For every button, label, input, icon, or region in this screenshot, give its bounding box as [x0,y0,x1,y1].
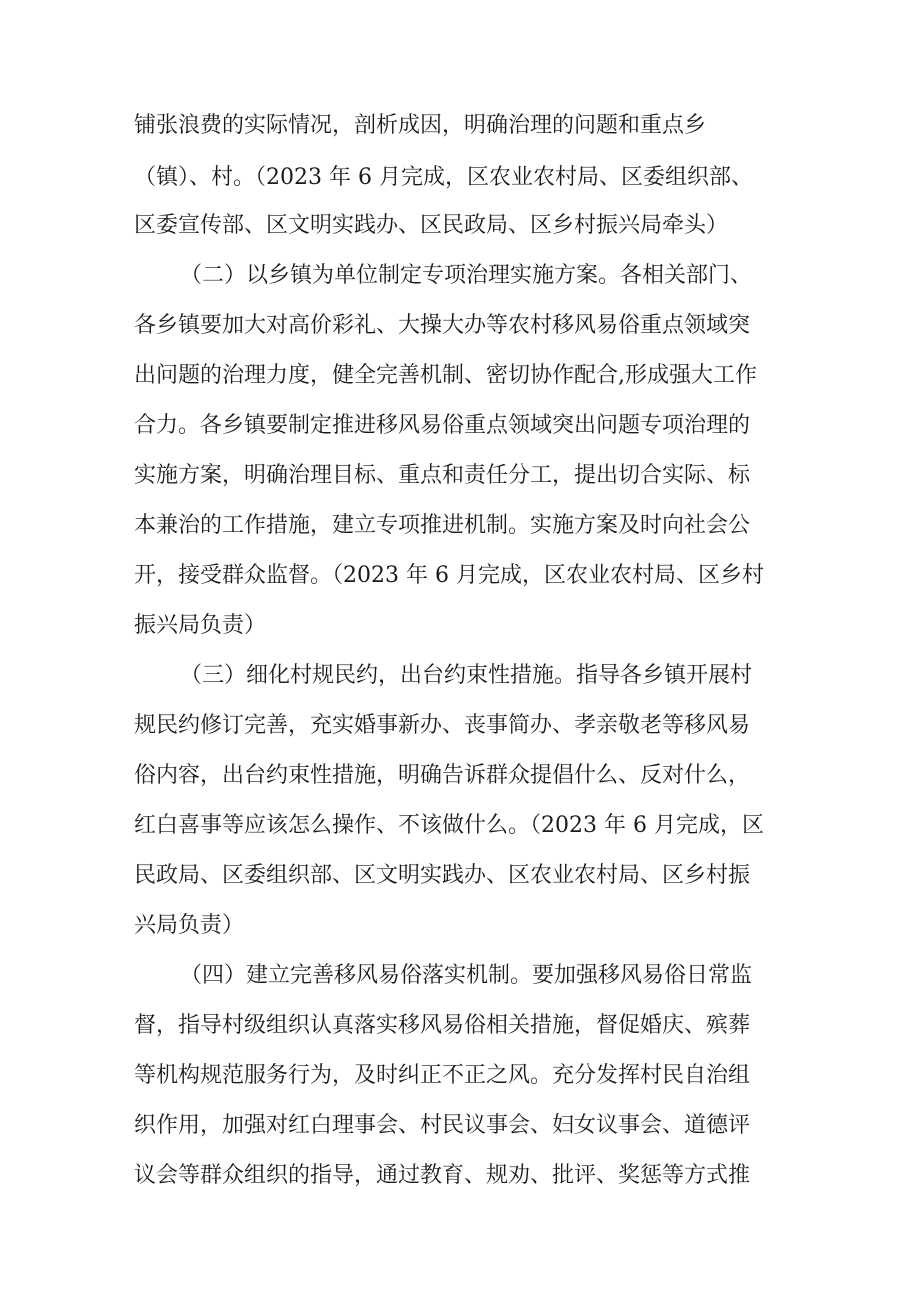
text-line-6: 出问题的治理力度，健全完善机制、密切协作配合,形成强大工作 [134,363,757,388]
text-line-8: 实施方案，明确治理目标、重点和责任分工，提出切合实际、标 [134,463,751,488]
text-line-16: 民政局、区委组织部、区文明实践办、区农业农村局、区乡村振 [134,863,751,888]
text-line-13: 规民约修订完善，充实婚事新办、丧事简办、孝亲敬老等移风易 [134,713,751,738]
text-line-4: （二）以乡镇为单位制定专项治理实施方案。各相关部门、 [180,263,753,288]
text-line-17: 兴局负责） [134,913,245,938]
text-line-11: 振兴局负责） [134,613,267,638]
text-line-19: 督，指导村级组织认真落实移风易俗相关措施，督促婚庆、殡葬 [134,1013,751,1038]
text-line-7: 合力。各乡镇要制定推进移风易俗重点领域突出问题专项治理的 [134,413,751,438]
text-line-9: 本兼治的工作措施，建立专项推进机制。实施方案及时向社会公 [134,513,751,538]
text-line-21: 织作用，加强对红白理事会、村民议事会、妇女议事会、道德评 [134,1113,751,1138]
text-line-20: 等机构规范服务行为，及时纠正不正之风。充分发挥村民自治组 [134,1063,751,1088]
text-line-5: 各乡镇要加大对高价彩礼、大操大办等农村移风易俗重点领域突 [134,313,751,338]
text-line-22: 议会等群众组织的指导，通过教育、规劝、批评、奖惩等方式推 [134,1163,751,1188]
text-line-3: 区委宣传部、区文明实践办、区民政局、区乡村振兴局牵头） [134,213,729,238]
text-line-1: 铺张浪费的实际情况，剖析成因，明确治理的问题和重点乡 [134,113,707,138]
text-line-15: 红白喜事等应该怎么操作、不该做什么。（2023 年 6 月完成，区 [134,813,764,838]
text-line-2: （镇）、村。（2023 年 6 月完成，区农业农村局、区委组织部、 [134,165,753,190]
text-line-12: （三）细化村规民约，出台约束性措施。指导各乡镇开展村 [180,663,753,688]
text-line-14: 俗内容，出台约束性措施，明确告诉群众提倡什么、反对什么， [134,763,751,788]
text-line-10: 开，接受群众监督。（2023 年 6 月完成，区农业农村局、区乡村 [134,563,764,588]
text-line-18: （四）建立完善移风易俗落实机制。要加强移风易俗日常监 [180,963,753,988]
